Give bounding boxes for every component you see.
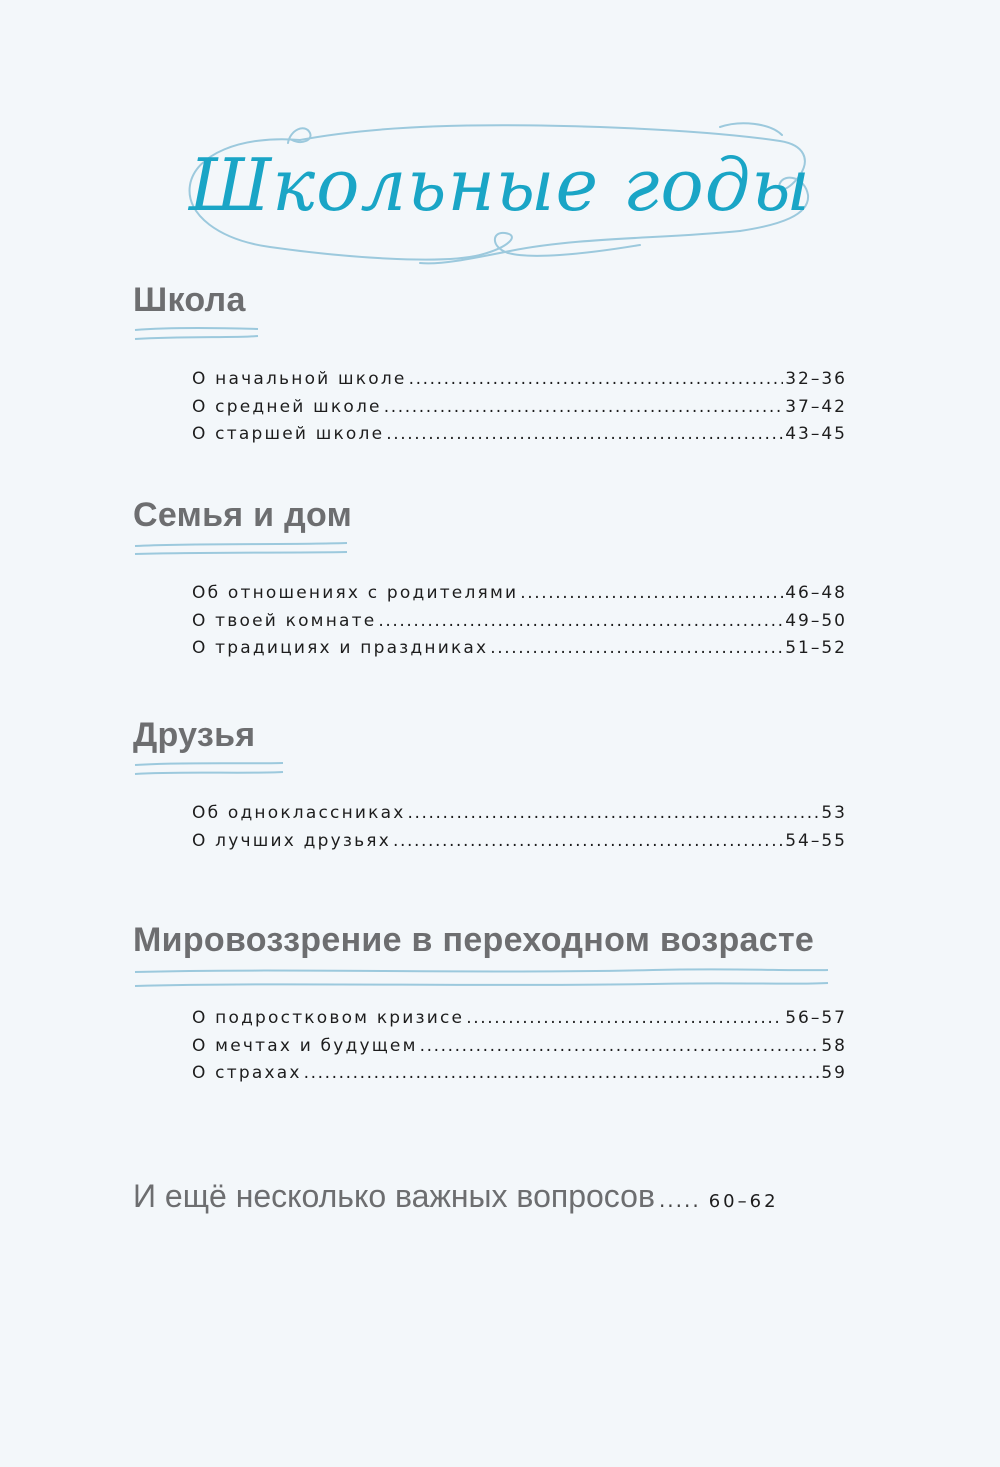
toc-item-pages: 59 — [821, 1063, 847, 1084]
toc-item[interactable] — [192, 369, 847, 397]
toc-item-label: О начальной школе — [192, 369, 407, 389]
toc-list-school — [192, 369, 847, 452]
toc-list-family — [192, 583, 847, 666]
toc-leader-dots — [420, 1036, 820, 1056]
toc-item-label: О твоей комнате — [192, 610, 377, 631]
toc-item-pages: 53 — [821, 803, 847, 823]
toc-item-pages: 58 — [821, 1035, 847, 1056]
toc-leader-dots — [378, 611, 783, 631]
toc-list-friends — [192, 803, 847, 858]
toc-item-pages: 49–50 — [785, 610, 847, 631]
toc-item-pages: 46–48 — [785, 583, 847, 603]
page-title: Школьные годы — [188, 143, 812, 227]
toc-leader-dots — [393, 831, 783, 851]
toc-item-pages: 37–42 — [785, 396, 847, 417]
section-worldview — [133, 920, 853, 992]
section-school — [133, 280, 853, 344]
toc-item-pages: 56–57 — [785, 1008, 847, 1028]
toc-item-label: Об отношениях с родителями — [192, 583, 519, 603]
heading-underline — [133, 322, 273, 344]
extra-questions-entry[interactable] — [133, 1178, 853, 1215]
heading-underline — [133, 962, 843, 992]
toc-leader-dots — [304, 1063, 820, 1083]
toc-item-label: О традициях и праздниках — [192, 638, 489, 659]
toc-item-label: О средней школе — [192, 396, 382, 417]
toc-item-label: О подростковом кризисе — [192, 1008, 465, 1028]
toc-item-label: О мечтах и будущем — [192, 1035, 418, 1056]
toc-item[interactable] — [192, 611, 847, 639]
toc-leader-dots — [409, 369, 784, 389]
toc-leader-dots — [490, 638, 783, 658]
toc-item[interactable] — [192, 424, 847, 452]
toc-leader-dots — [408, 803, 820, 823]
extra-entry-pages: 60–62 — [708, 1191, 779, 1212]
toc-leader-dots — [386, 424, 783, 444]
section-heading: Семья и дом — [133, 496, 353, 534]
toc-item-label: О лучших друзьях — [192, 830, 391, 851]
toc-item[interactable] — [192, 1036, 847, 1064]
toc-item[interactable] — [192, 1008, 847, 1036]
toc-item-pages: 32–36 — [785, 369, 847, 389]
toc-leader-dots — [466, 1008, 783, 1028]
toc-leader-dots — [520, 583, 783, 603]
toc-leader-dots — [384, 397, 784, 417]
toc-item[interactable] — [192, 583, 847, 611]
section-family — [133, 495, 853, 559]
section-heading: Мировоззрение в переходном возрасте — [133, 921, 815, 959]
toc-item[interactable] — [192, 831, 847, 859]
toc-item[interactable] — [192, 1063, 847, 1091]
toc-item[interactable] — [192, 397, 847, 425]
toc-item-label: О старшей школе — [192, 424, 385, 445]
toc-item-pages: 51–52 — [785, 638, 847, 659]
extra-entry-dots: ..... — [658, 1188, 701, 1212]
toc-item[interactable] — [192, 803, 847, 831]
heading-underline — [133, 757, 293, 779]
section-heading: Школа — [133, 281, 246, 319]
section-heading: Друзья — [133, 716, 256, 754]
section-friends — [133, 715, 853, 779]
toc-item-pages: 43–45 — [785, 424, 847, 445]
toc-item-label: О страхах — [192, 1063, 302, 1084]
toc-item-pages: 54–55 — [785, 830, 847, 851]
title-block — [180, 115, 820, 280]
toc-list-worldview — [192, 1008, 847, 1091]
toc-item[interactable] — [192, 638, 847, 666]
extra-entry-label: И ещё несколько важных вопросов — [133, 1178, 655, 1214]
toc-item-label: Об одноклассниках — [192, 803, 406, 823]
heading-underline — [133, 537, 363, 559]
